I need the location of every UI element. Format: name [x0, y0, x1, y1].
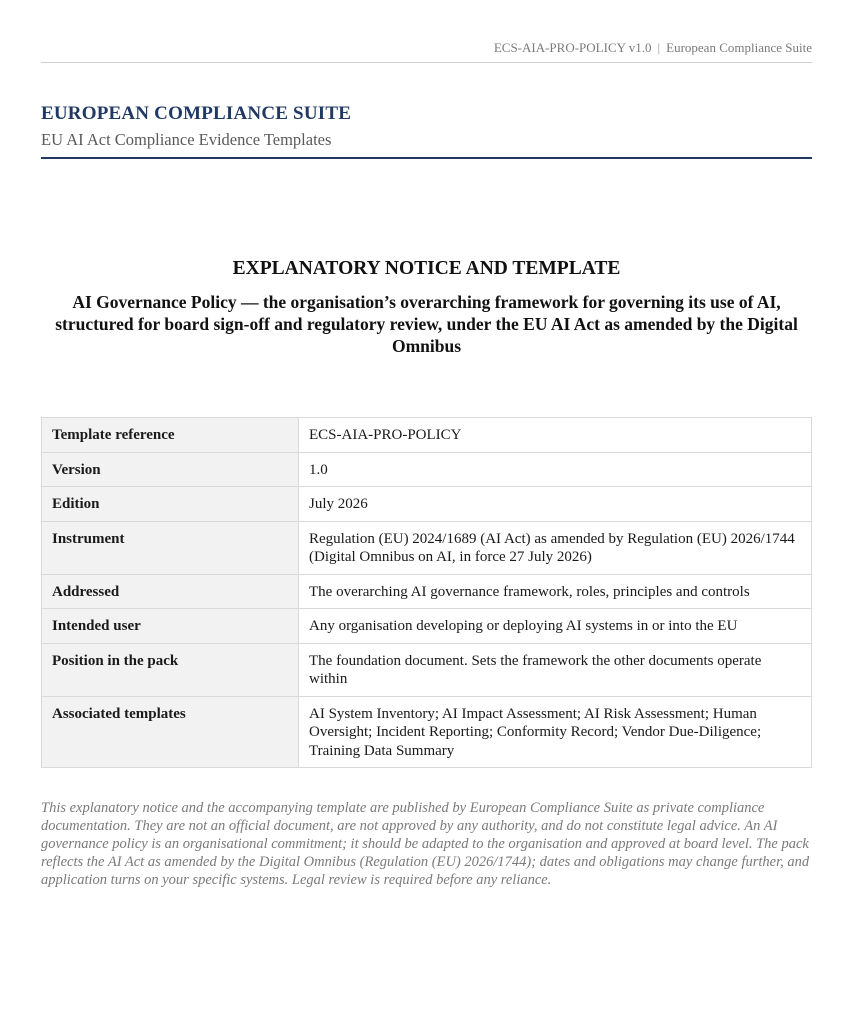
table-row	[42, 521, 812, 574]
table-row	[42, 643, 812, 696]
running-header	[494, 40, 812, 56]
running-header-doc-ref: ECS-AIA-PRO-POLICY v1.0	[493, 40, 652, 55]
row-label: Addressed	[42, 574, 299, 609]
template-metadata-table	[41, 417, 812, 768]
row-value: Any organisation developing or deploying AI systems in or into the EU	[299, 609, 812, 644]
row-value: The foundation document. Sets the framework the other documents operate within	[299, 643, 812, 696]
legal-disclaimer: This explanatory notice and the accompanying template are published by European Compliance Suite as private compliance documentation. They are not an official document, are not approved by any authority, and do not constitute legal advice. An AI governance policy is an organisational commitment; it should be adapted to the organisation and approved at board level. The pack reflects the AI Act as amended by the Digital Omnibus (Regulation (EU) 2026/1744); dates and obligations may change further, and application turns on your specific systems. Legal review is required before any reliance.	[41, 800, 810, 888]
row-label: Edition	[42, 487, 299, 522]
row-label: Intended user	[42, 609, 299, 644]
row-label: Associated templates	[42, 696, 299, 768]
row-label: Position in the pack	[42, 643, 299, 696]
row-label: Instrument	[42, 521, 299, 574]
table-row	[42, 609, 812, 644]
table-row	[42, 487, 812, 522]
row-label: Version	[42, 452, 299, 487]
header-divider	[41, 62, 812, 63]
brand-tagline: EU AI Act Compliance Evidence Templates	[41, 130, 332, 149]
brand-divider	[41, 157, 812, 159]
row-value: 1.0	[299, 452, 812, 487]
table-row	[42, 696, 812, 768]
running-header-separator: |	[657, 40, 661, 55]
running-header-publisher: European Compliance Suite	[666, 40, 812, 55]
brand-name: EUROPEAN COMPLIANCE SUITE	[41, 103, 352, 124]
row-value: AI System Inventory; AI Impact Assessment; AI Risk Assessment; Human Oversight; Incident Reporting; Conformity Record; Vendor Due-Diligence; Training Data Summary	[299, 696, 812, 768]
document-subtitle: AI Governance Policy — the organisation’s overarching framework for governing its use of AI, structured for board sign-off and regulatory review, under the EU AI Act as amended by the Digital Omnibus	[55, 292, 798, 356]
table-row	[42, 574, 812, 609]
row-value: ECS-AIA-PRO-POLICY	[299, 418, 812, 453]
row-value: Regulation (EU) 2024/1689 (AI Act) as amended by Regulation (EU) 2026/1744 (Digital Omnibus on AI, in force 27 July 2026)	[299, 521, 812, 574]
row-value: The overarching AI governance framework, roles, principles and controls	[299, 574, 812, 609]
table-row	[42, 452, 812, 487]
table-row	[42, 418, 812, 453]
row-value: July 2026	[299, 487, 812, 522]
row-label: Template reference	[42, 418, 299, 453]
document-title: EXPLANATORY NOTICE AND TEMPLATE	[232, 258, 621, 279]
